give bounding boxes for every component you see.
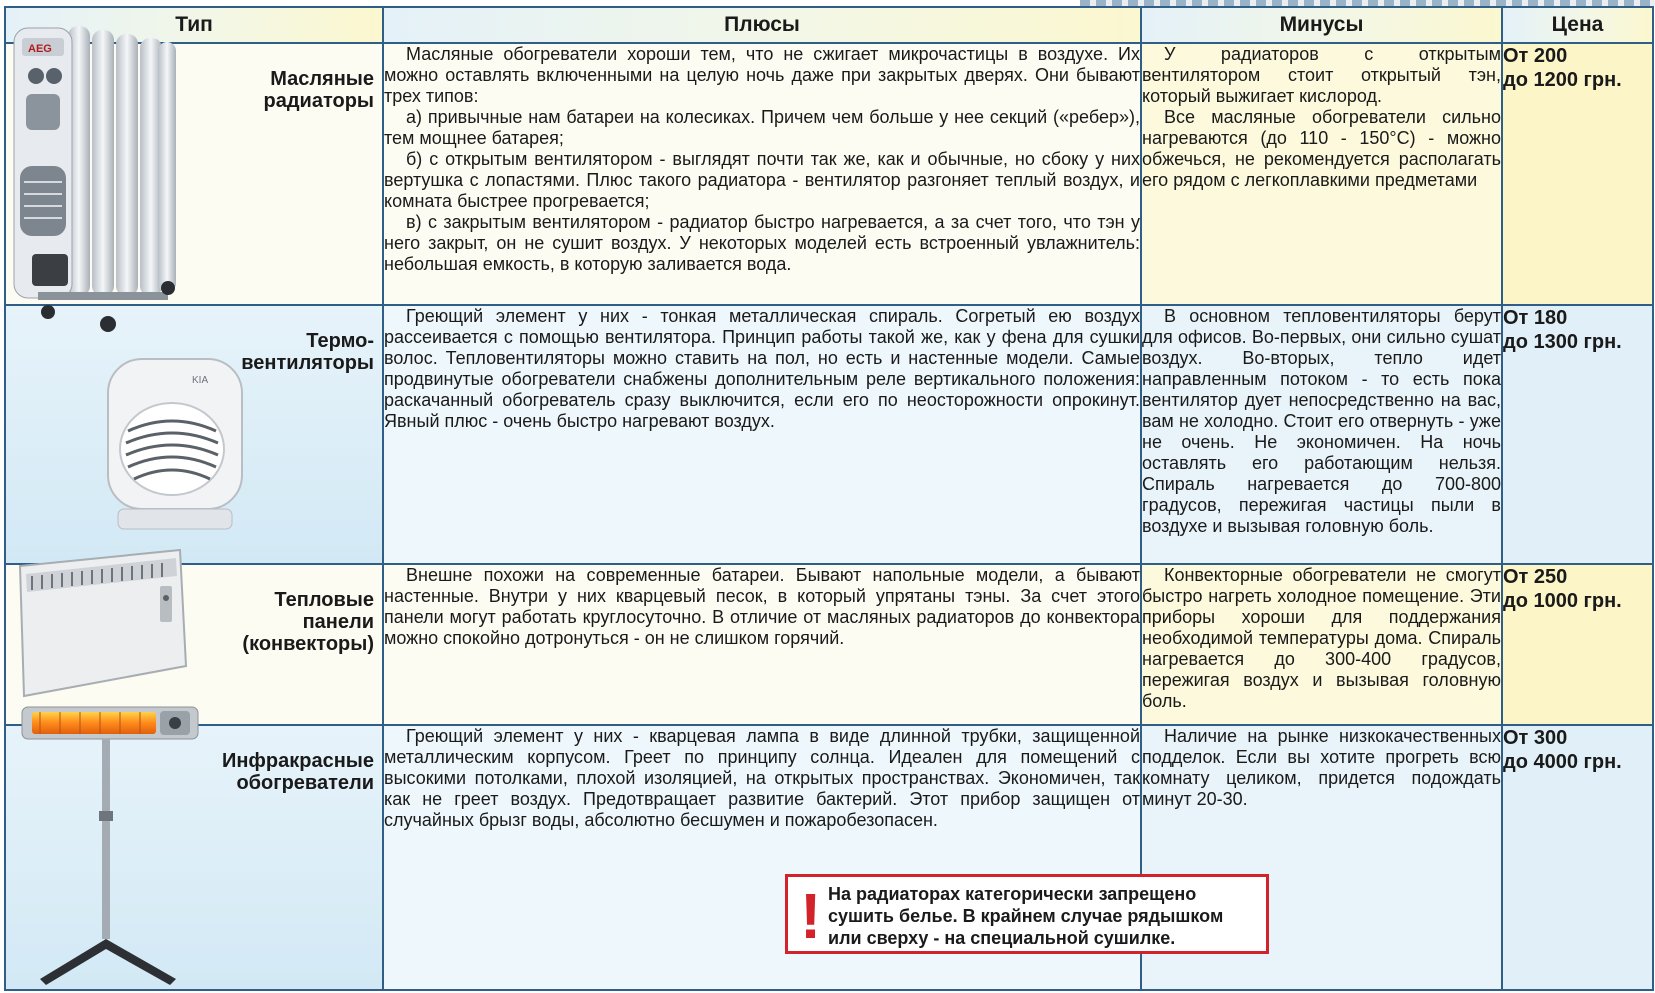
header-row (5, 7, 1653, 43)
price-from: От 200 (1503, 45, 1568, 68)
warning-text: На радиаторах категорически запрещено сушить белье. В крайнем случае рядышком или сверху - на специальной сушилке. (828, 884, 1224, 948)
price-cell (1502, 305, 1653, 563)
type-label: Термо- вентиляторы (241, 330, 374, 375)
plus-paragraph: Греющий элемент у них - кварцевая лампа в виде длинной трубки, защищенной металлическим корпусом. Греет по принципу солнца. Идеален для помещений с высокими потолками, плохой изоляцией, на открытых пространствах. Экономичен, так как не греет воздух. Предотвращает развитие бактерий. Этот прибор защищен от случайных брызг воды, абсолютно бесшумен и пожаробезопасен. (384, 725, 1140, 830)
minus-paragraph: Все масляные обогреватели сильно нагреваются (до 110 - 150°С) - можно обжечься, не рекомендуется располагать его рядом с легкоплавкими предметами (1142, 107, 1501, 191)
plus-paragraph: Внешне похожи на современные батареи. Бывают напольные модели, а бывают настенные. Внутри у них кварцевый песок, в который упрятаны тэны. За счет этого панели могут работать круглосуточно. В отличие от масляных радиаторов до конвектора можно спокойно дотронуться - он не слишком горячий. (384, 564, 1140, 648)
minus-paragraph: У радиаторов с открытым вентилятором стоит открытый тэн, который выжигает кислород. (1142, 44, 1501, 107)
price-cell (1502, 564, 1653, 725)
minus-paragraph: Конвекторные обогреватели не смогут быстро нагреть холодное помещение. Эти приборы хороши для поддержания необходимой температуры дома. Спираль нагревается до 300-400 градусов, пережигая воздух и вызывая головную боль. (1142, 564, 1501, 711)
plus-paragraph: Масляные обогреватели хороши тем, что не сжигает микрочастицы в воздухе. Их можно оставлять включенными на целую ночь даже при закрытых дверях. Они бывают трех типов: (384, 44, 1140, 107)
price-from: От 300 (1503, 726, 1568, 749)
plus-paragraph: в) с закрытым вентилятором - радиатор быстро нагревается, а за счет того, что тэн у него закрыт, он не сушит воздух. У некоторых моделей есть встроенный увлажнитель: небольшая емкость, в которую заливается вода. (384, 212, 1140, 275)
table-row (5, 564, 1653, 725)
header-price: Цена (1502, 7, 1653, 43)
type-label: Масляные радиаторы (263, 68, 374, 113)
header-type: Тип (5, 7, 383, 43)
minus-cell (1141, 564, 1502, 725)
plus-paragraph: б) с открытым вентилятором - выглядят почти так же, как и обычные, но сбоку у них вертушка с лопастями. Плюс такого радиатора - вентилятор разгоняет теплый воздух, и комната быстрее прогревается; (384, 149, 1140, 212)
table-row (5, 43, 1653, 305)
price-from: От 250 (1503, 565, 1568, 588)
plus-paragraph: а) привычные нам батареи на колесиках. Причем чем больше у нее секций («ребер»), тем мощнее батарея; (384, 107, 1140, 149)
price-to: до 4000 грн. (1503, 750, 1622, 773)
infrared-heater-icon (20, 703, 200, 988)
table-row (5, 305, 1653, 563)
plus-cell (383, 305, 1141, 563)
header-minus: Минусы (1141, 7, 1502, 43)
plus-paragraph: Греющий элемент у них - тонкая металлическая спираль. Согретый ею воздух рассеивается с помощью вентилятора. Принцип работы такой же, как у фена для сушки волос. Тепловентиляторы можно ставить на пол, но есть и настенные модели. Самые продвинутые обогреватели снабжены дополнительным реле вертикального положения: раскачанный обогреватель сразу выключится, если его по неосторожности опрокинут. Явный плюс - очень быстро нагревают воздух. (384, 306, 1140, 432)
warning-box (785, 874, 1269, 954)
minus-cell (1141, 43, 1502, 305)
svg-text:KIA: KIA (192, 375, 209, 386)
type-label: Тепловые панели (конвекторы) (242, 588, 374, 655)
price-to: до 1000 грн. (1503, 589, 1622, 612)
price-cell (1502, 43, 1653, 305)
heater-comparison-table (4, 6, 1654, 991)
fan-heater-icon (100, 353, 250, 535)
minus-cell (1141, 305, 1502, 563)
minus-paragraph: Наличие на рынке низкокачественных подделок. Если вы хотите прогреть всю комнату целиком, придется подождать минут 20-30. (1142, 725, 1501, 809)
convector-panel-icon (10, 546, 194, 702)
price-to: до 1200 грн. (1503, 69, 1622, 92)
price-from: От 180 (1503, 307, 1568, 330)
plus-cell (383, 43, 1141, 305)
minus-paragraph: В основном тепловентиляторы берут для офисов. Во-первых, они сильно сушат воздух. Во-вторых, тепло идет направленным потоком - то есть пока вентилятор дует непосредственно на вас, вам не холодно. Стоит его отвернуть - уже не очень. Не экономичен. На ночь оставлять его работающим нельзя. Спираль нагревается до 700-800 градусов, пережигая частицы пыли в воздухе и вызывая головную боль. (1142, 306, 1501, 537)
header-plus: Плюсы (383, 7, 1141, 43)
type-label: Инфракрасные обогреватели (221, 749, 374, 794)
plus-cell (383, 564, 1141, 725)
svg-text:AEG: AEG (28, 43, 52, 55)
price-cell (1502, 725, 1653, 990)
exclamation-icon: ! (800, 880, 822, 952)
oil-radiator-icon (8, 16, 198, 346)
price-to: до 1300 грн. (1503, 331, 1622, 354)
